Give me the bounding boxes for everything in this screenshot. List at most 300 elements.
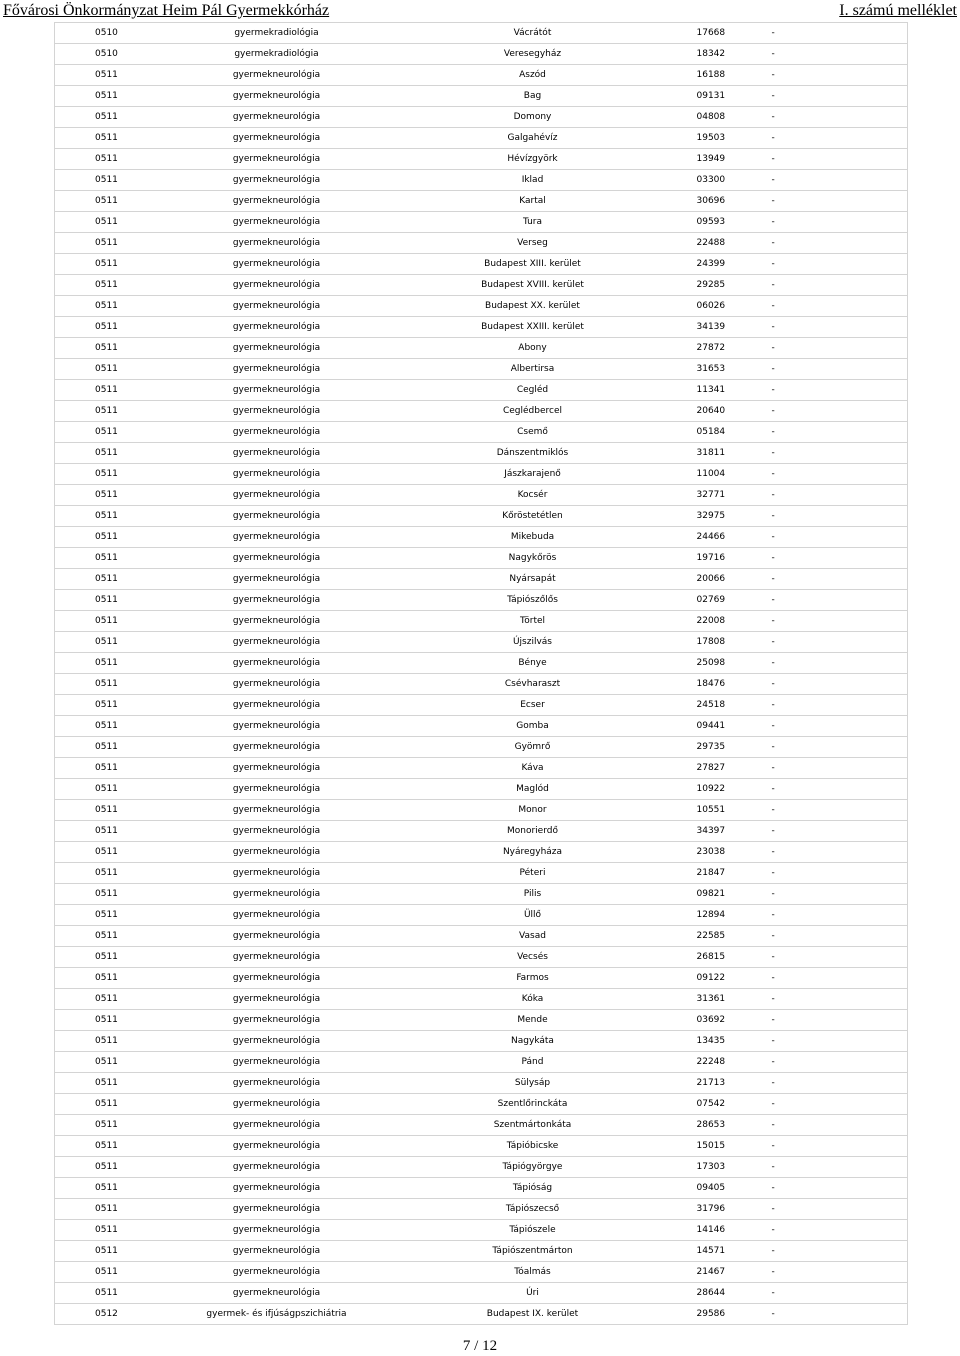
settlement-id-cell: 31361 xyxy=(685,989,759,1010)
settlement-cell: Bénye xyxy=(381,653,685,674)
note-cell: - xyxy=(759,1010,908,1031)
table-row xyxy=(55,23,908,44)
settlement-cell: Budapest XXIII. kerület xyxy=(381,317,685,338)
table-row xyxy=(55,884,908,905)
specialty-cell: gyermekradiológia xyxy=(173,23,381,44)
specialty-cell: gyermekneurológia xyxy=(173,317,381,338)
settlement-id-cell: 16188 xyxy=(685,65,759,86)
settlement-cell: Tápiószentmárton xyxy=(381,1241,685,1262)
note-cell: - xyxy=(759,842,908,863)
note-cell: - xyxy=(759,1031,908,1052)
table-row xyxy=(55,65,908,86)
specialty-cell: gyermekneurológia xyxy=(173,632,381,653)
table-row xyxy=(55,611,908,632)
settlement-cell: Tápiógyörgye xyxy=(381,1157,685,1178)
settlement-cell: Tápiószőlős xyxy=(381,590,685,611)
table-row xyxy=(55,1115,908,1136)
settlement-cell: Ecser xyxy=(381,695,685,716)
code-cell: 0511 xyxy=(55,65,173,86)
table-row xyxy=(55,296,908,317)
specialty-cell: gyermekneurológia xyxy=(173,485,381,506)
code-cell: 0511 xyxy=(55,485,173,506)
settlement-id-cell: 10922 xyxy=(685,779,759,800)
settlement-cell: Monor xyxy=(381,800,685,821)
note-cell: - xyxy=(759,653,908,674)
specialty-cell: gyermekneurológia xyxy=(173,1157,381,1178)
specialty-cell: gyermekneurológia xyxy=(173,380,381,401)
note-cell: - xyxy=(759,296,908,317)
note-cell: - xyxy=(759,191,908,212)
specialty-cell: gyermekneurológia xyxy=(173,191,381,212)
table-row xyxy=(55,1031,908,1052)
settlement-id-cell: 17668 xyxy=(685,23,759,44)
table-row xyxy=(55,170,908,191)
code-cell: 0511 xyxy=(55,842,173,863)
specialty-cell: gyermekneurológia xyxy=(173,464,381,485)
specialty-cell: gyermekneurológia xyxy=(173,233,381,254)
code-cell: 0511 xyxy=(55,1031,173,1052)
settlement-cell: Monorierdő xyxy=(381,821,685,842)
note-cell: - xyxy=(759,107,908,128)
code-cell: 0511 xyxy=(55,968,173,989)
note-cell: - xyxy=(759,170,908,191)
table-row xyxy=(55,800,908,821)
note-cell: - xyxy=(759,1304,908,1325)
code-cell: 0511 xyxy=(55,380,173,401)
note-cell: - xyxy=(759,905,908,926)
note-cell: - xyxy=(759,1199,908,1220)
settlement-cell: Vecsés xyxy=(381,947,685,968)
code-cell: 0511 xyxy=(55,128,173,149)
note-cell: - xyxy=(759,1220,908,1241)
specialty-cell: gyermekneurológia xyxy=(173,254,381,275)
table-row xyxy=(55,632,908,653)
table-row xyxy=(55,758,908,779)
specialty-cell: gyermekneurológia xyxy=(173,1031,381,1052)
specialty-cell: gyermekneurológia xyxy=(173,1178,381,1199)
code-cell: 0511 xyxy=(55,1157,173,1178)
table-row xyxy=(55,1304,908,1325)
specialty-cell: gyermekneurológia xyxy=(173,590,381,611)
page-number: 7 / 12 xyxy=(462,1338,498,1354)
specialty-cell: gyermekneurológia xyxy=(173,1283,381,1304)
specialty-cell: gyermekneurológia xyxy=(173,821,381,842)
code-cell: 0511 xyxy=(55,779,173,800)
specialty-cell: gyermekneurológia xyxy=(173,1136,381,1157)
code-cell: 0511 xyxy=(55,716,173,737)
note-cell: - xyxy=(759,758,908,779)
specialty-cell: gyermekneurológia xyxy=(173,1010,381,1031)
specialty-cell: gyermekneurológia xyxy=(173,926,381,947)
settlement-id-cell: 22488 xyxy=(685,233,759,254)
settlement-cell: Bag xyxy=(381,86,685,107)
settlement-id-cell: 34139 xyxy=(685,317,759,338)
table-row xyxy=(55,968,908,989)
code-cell: 0511 xyxy=(55,191,173,212)
table-row xyxy=(55,1262,908,1283)
note-cell: - xyxy=(759,569,908,590)
note-cell: - xyxy=(759,1157,908,1178)
note-cell: - xyxy=(759,86,908,107)
note-cell: - xyxy=(759,863,908,884)
settlement-cell: Budapest XX. kerület xyxy=(381,296,685,317)
note-cell: - xyxy=(759,611,908,632)
settlement-cell: Szentlőrinckáta xyxy=(381,1094,685,1115)
table-row xyxy=(55,695,908,716)
settlement-id-cell: 22585 xyxy=(685,926,759,947)
code-cell: 0511 xyxy=(55,989,173,1010)
settlement-cell: Hévízgyörk xyxy=(381,149,685,170)
specialty-cell: gyermekneurológia xyxy=(173,989,381,1010)
settlement-id-cell: 09441 xyxy=(685,716,759,737)
specialty-cell: gyermekneurológia xyxy=(173,674,381,695)
settlement-id-cell: 13435 xyxy=(685,1031,759,1052)
settlement-cell: Tápiószecső xyxy=(381,1199,685,1220)
settlement-id-cell: 20066 xyxy=(685,569,759,590)
table-row xyxy=(55,212,908,233)
table-row xyxy=(55,1136,908,1157)
specialty-cell: gyermekneurológia xyxy=(173,548,381,569)
note-cell: - xyxy=(759,485,908,506)
settlement-cell: Veresegyház xyxy=(381,44,685,65)
note-cell: - xyxy=(759,779,908,800)
settlement-cell: Tápiószele xyxy=(381,1220,685,1241)
table-row xyxy=(55,1094,908,1115)
specialty-cell: gyermekneurológia xyxy=(173,506,381,527)
table-row xyxy=(55,464,908,485)
note-cell: - xyxy=(759,674,908,695)
settlement-id-cell: 21713 xyxy=(685,1073,759,1094)
settlement-table xyxy=(54,22,908,1325)
settlement-cell: Úri xyxy=(381,1283,685,1304)
settlement-cell: Jászkarajenő xyxy=(381,464,685,485)
settlement-id-cell: 21467 xyxy=(685,1262,759,1283)
code-cell: 0511 xyxy=(55,527,173,548)
note-cell: - xyxy=(759,23,908,44)
settlement-id-cell: 25098 xyxy=(685,653,759,674)
table-row xyxy=(55,1178,908,1199)
specialty-cell: gyermekneurológia xyxy=(173,401,381,422)
note-cell: - xyxy=(759,884,908,905)
code-cell: 0511 xyxy=(55,1136,173,1157)
code-cell: 0511 xyxy=(55,1262,173,1283)
note-cell: - xyxy=(759,716,908,737)
settlement-cell: Abony xyxy=(381,338,685,359)
note-cell: - xyxy=(759,695,908,716)
settlement-id-cell: 21847 xyxy=(685,863,759,884)
specialty-cell: gyermekneurológia xyxy=(173,842,381,863)
settlement-id-cell: 24466 xyxy=(685,527,759,548)
settlement-id-cell: 09122 xyxy=(685,968,759,989)
settlement-id-cell: 09131 xyxy=(685,86,759,107)
settlement-cell: Budapest XIII. kerület xyxy=(381,254,685,275)
settlement-cell: Újszilvás xyxy=(381,632,685,653)
settlement-id-cell: 03692 xyxy=(685,1010,759,1031)
specialty-cell: gyermekneurológia xyxy=(173,800,381,821)
settlement-id-cell: 07542 xyxy=(685,1094,759,1115)
code-cell: 0510 xyxy=(55,44,173,65)
code-cell: 0511 xyxy=(55,1052,173,1073)
table-row xyxy=(55,674,908,695)
code-cell: 0511 xyxy=(55,401,173,422)
table-row xyxy=(55,653,908,674)
settlement-id-cell: 17303 xyxy=(685,1157,759,1178)
note-cell: - xyxy=(759,548,908,569)
settlement-cell: Domony xyxy=(381,107,685,128)
specialty-cell: gyermekneurológia xyxy=(173,611,381,632)
settlement-cell: Csemő xyxy=(381,422,685,443)
specialty-cell: gyermekneurológia xyxy=(173,653,381,674)
settlement-cell: Nagykőrös xyxy=(381,548,685,569)
table-row xyxy=(55,842,908,863)
specialty-cell: gyermekneurológia xyxy=(173,884,381,905)
settlement-cell: Kóka xyxy=(381,989,685,1010)
settlement-cell: Pánd xyxy=(381,1052,685,1073)
settlement-cell: Péteri xyxy=(381,863,685,884)
code-cell: 0511 xyxy=(55,1220,173,1241)
code-cell: 0511 xyxy=(55,737,173,758)
specialty-cell: gyermekneurológia xyxy=(173,212,381,233)
note-cell: - xyxy=(759,233,908,254)
settlement-cell: Iklad xyxy=(381,170,685,191)
table-row xyxy=(55,1220,908,1241)
table-row xyxy=(55,149,908,170)
note-cell: - xyxy=(759,212,908,233)
settlement-cell: Gomba xyxy=(381,716,685,737)
code-cell: 0511 xyxy=(55,506,173,527)
settlement-cell: Vasad xyxy=(381,926,685,947)
table-row xyxy=(55,548,908,569)
note-cell: - xyxy=(759,443,908,464)
code-cell: 0511 xyxy=(55,1073,173,1094)
note-cell: - xyxy=(759,1262,908,1283)
settlement-cell: Tura xyxy=(381,212,685,233)
settlement-cell: Pilis xyxy=(381,884,685,905)
table-row xyxy=(55,359,908,380)
code-cell: 0511 xyxy=(55,569,173,590)
code-cell: 0511 xyxy=(55,233,173,254)
table-row xyxy=(55,1073,908,1094)
settlement-id-cell: 20640 xyxy=(685,401,759,422)
code-cell: 0511 xyxy=(55,1010,173,1031)
settlement-id-cell: 13949 xyxy=(685,149,759,170)
note-cell: - xyxy=(759,506,908,527)
settlement-id-cell: 23038 xyxy=(685,842,759,863)
settlement-id-cell: 30696 xyxy=(685,191,759,212)
settlement-id-cell: 09405 xyxy=(685,1178,759,1199)
table-row xyxy=(55,590,908,611)
code-cell: 0511 xyxy=(55,611,173,632)
settlement-cell: Maglód xyxy=(381,779,685,800)
note-cell: - xyxy=(759,527,908,548)
table-row xyxy=(55,1199,908,1220)
specialty-cell: gyermekneurológia xyxy=(173,737,381,758)
code-cell: 0511 xyxy=(55,359,173,380)
settlement-cell: Nyáregyháza xyxy=(381,842,685,863)
note-cell: - xyxy=(759,737,908,758)
note-cell: - xyxy=(759,149,908,170)
note-cell: - xyxy=(759,359,908,380)
note-cell: - xyxy=(759,1136,908,1157)
table-row xyxy=(55,1241,908,1262)
table-row xyxy=(55,107,908,128)
table-row xyxy=(55,1157,908,1178)
table-row xyxy=(55,443,908,464)
code-cell: 0511 xyxy=(55,1241,173,1262)
table-row xyxy=(55,569,908,590)
specialty-cell: gyermekneurológia xyxy=(173,170,381,191)
code-cell: 0511 xyxy=(55,758,173,779)
specialty-cell: gyermekneurológia xyxy=(173,947,381,968)
settlement-cell: Tóalmás xyxy=(381,1262,685,1283)
settlement-id-cell: 32771 xyxy=(685,485,759,506)
settlement-id-cell: 11004 xyxy=(685,464,759,485)
note-cell: - xyxy=(759,380,908,401)
settlement-cell: Üllő xyxy=(381,905,685,926)
table-row xyxy=(55,1283,908,1304)
settlement-id-cell: 31796 xyxy=(685,1199,759,1220)
settlement-id-cell: 10551 xyxy=(685,800,759,821)
settlement-id-cell: 22248 xyxy=(685,1052,759,1073)
table-row xyxy=(55,737,908,758)
settlement-id-cell: 14146 xyxy=(685,1220,759,1241)
code-cell: 0511 xyxy=(55,863,173,884)
settlement-cell: Kocsér xyxy=(381,485,685,506)
note-cell: - xyxy=(759,1052,908,1073)
table-row xyxy=(55,275,908,296)
settlement-id-cell: 29735 xyxy=(685,737,759,758)
code-cell: 0511 xyxy=(55,443,173,464)
specialty-cell: gyermekneurológia xyxy=(173,296,381,317)
table-row xyxy=(55,947,908,968)
table-row xyxy=(55,926,908,947)
table-row xyxy=(55,86,908,107)
settlement-id-cell: 32975 xyxy=(685,506,759,527)
note-cell: - xyxy=(759,800,908,821)
specialty-cell: gyermekneurológia xyxy=(173,1241,381,1262)
table-row xyxy=(55,506,908,527)
note-cell: - xyxy=(759,128,908,149)
settlement-cell: Ceglédbercel xyxy=(381,401,685,422)
code-cell: 0511 xyxy=(55,338,173,359)
note-cell: - xyxy=(759,338,908,359)
table-row xyxy=(55,191,908,212)
note-cell: - xyxy=(759,1073,908,1094)
specialty-cell: gyermekneurológia xyxy=(173,863,381,884)
table-row xyxy=(55,905,908,926)
settlement-cell: Nyársapát xyxy=(381,569,685,590)
settlement-id-cell: 24399 xyxy=(685,254,759,275)
code-cell: 0511 xyxy=(55,905,173,926)
settlement-id-cell: 14571 xyxy=(685,1241,759,1262)
settlement-cell: Mende xyxy=(381,1010,685,1031)
settlement-cell: Szentmártonkáta xyxy=(381,1115,685,1136)
note-cell: - xyxy=(759,1178,908,1199)
settlement-cell: Mikebuda xyxy=(381,527,685,548)
code-cell: 0511 xyxy=(55,464,173,485)
settlement-cell: Budapest XVIII. kerület xyxy=(381,275,685,296)
settlement-cell: Galgahévíz xyxy=(381,128,685,149)
note-cell: - xyxy=(759,44,908,65)
note-cell: - xyxy=(759,275,908,296)
table-row xyxy=(55,863,908,884)
note-cell: - xyxy=(759,989,908,1010)
table-row xyxy=(55,821,908,842)
note-cell: - xyxy=(759,590,908,611)
note-cell: - xyxy=(759,1241,908,1262)
note-cell: - xyxy=(759,422,908,443)
specialty-cell: gyermekneurológia xyxy=(173,1052,381,1073)
specialty-cell: gyermekneurológia xyxy=(173,1115,381,1136)
table-row xyxy=(55,716,908,737)
code-cell: 0511 xyxy=(55,296,173,317)
specialty-cell: gyermekneurológia xyxy=(173,1094,381,1115)
settlement-id-cell: 04808 xyxy=(685,107,759,128)
settlement-id-cell: 31653 xyxy=(685,359,759,380)
table-row xyxy=(55,44,908,65)
table-row xyxy=(55,401,908,422)
settlement-id-cell: 29586 xyxy=(685,1304,759,1325)
settlement-id-cell: 29285 xyxy=(685,275,759,296)
table-row xyxy=(55,485,908,506)
settlement-cell: Sülysáp xyxy=(381,1073,685,1094)
code-cell: 0511 xyxy=(55,86,173,107)
institution-title: Fővárosi Önkormányzat Heim Pál Gyermekkórház xyxy=(3,2,330,19)
specialty-cell: gyermekradiológia xyxy=(173,44,381,65)
note-cell: - xyxy=(759,65,908,86)
code-cell: 0511 xyxy=(55,821,173,842)
table-row xyxy=(55,527,908,548)
settlement-id-cell: 12894 xyxy=(685,905,759,926)
specialty-cell: gyermekneurológia xyxy=(173,443,381,464)
settlement-cell: Tápióság xyxy=(381,1178,685,1199)
code-cell: 0511 xyxy=(55,422,173,443)
code-cell: 0511 xyxy=(55,632,173,653)
code-cell: 0511 xyxy=(55,1178,173,1199)
code-cell: 0511 xyxy=(55,1094,173,1115)
settlement-cell: Budapest IX. kerület xyxy=(381,1304,685,1325)
settlement-cell: Dánszentmiklós xyxy=(381,443,685,464)
specialty-cell: gyermekneurológia xyxy=(173,695,381,716)
table-row xyxy=(55,989,908,1010)
code-cell: 0511 xyxy=(55,653,173,674)
specialty-cell: gyermekneurológia xyxy=(173,758,381,779)
code-cell: 0511 xyxy=(55,695,173,716)
note-cell: - xyxy=(759,821,908,842)
table-row xyxy=(55,254,908,275)
specialty-cell: gyermekneurológia xyxy=(173,338,381,359)
table-body xyxy=(55,23,908,1325)
code-cell: 0511 xyxy=(55,170,173,191)
note-cell: - xyxy=(759,464,908,485)
note-cell: - xyxy=(759,1283,908,1304)
note-cell: - xyxy=(759,632,908,653)
specialty-cell: gyermekneurológia xyxy=(173,422,381,443)
code-cell: 0511 xyxy=(55,1283,173,1304)
table-row xyxy=(55,317,908,338)
table-row xyxy=(55,380,908,401)
specialty-cell: gyermekneurológia xyxy=(173,359,381,380)
settlement-id-cell: 02769 xyxy=(685,590,759,611)
note-cell: - xyxy=(759,947,908,968)
settlement-cell: Törtel xyxy=(381,611,685,632)
table-row xyxy=(55,779,908,800)
specialty-cell: gyermekneurológia xyxy=(173,968,381,989)
page-header xyxy=(0,0,960,22)
note-cell: - xyxy=(759,1115,908,1136)
settlement-id-cell: 09593 xyxy=(685,212,759,233)
note-cell: - xyxy=(759,1094,908,1115)
